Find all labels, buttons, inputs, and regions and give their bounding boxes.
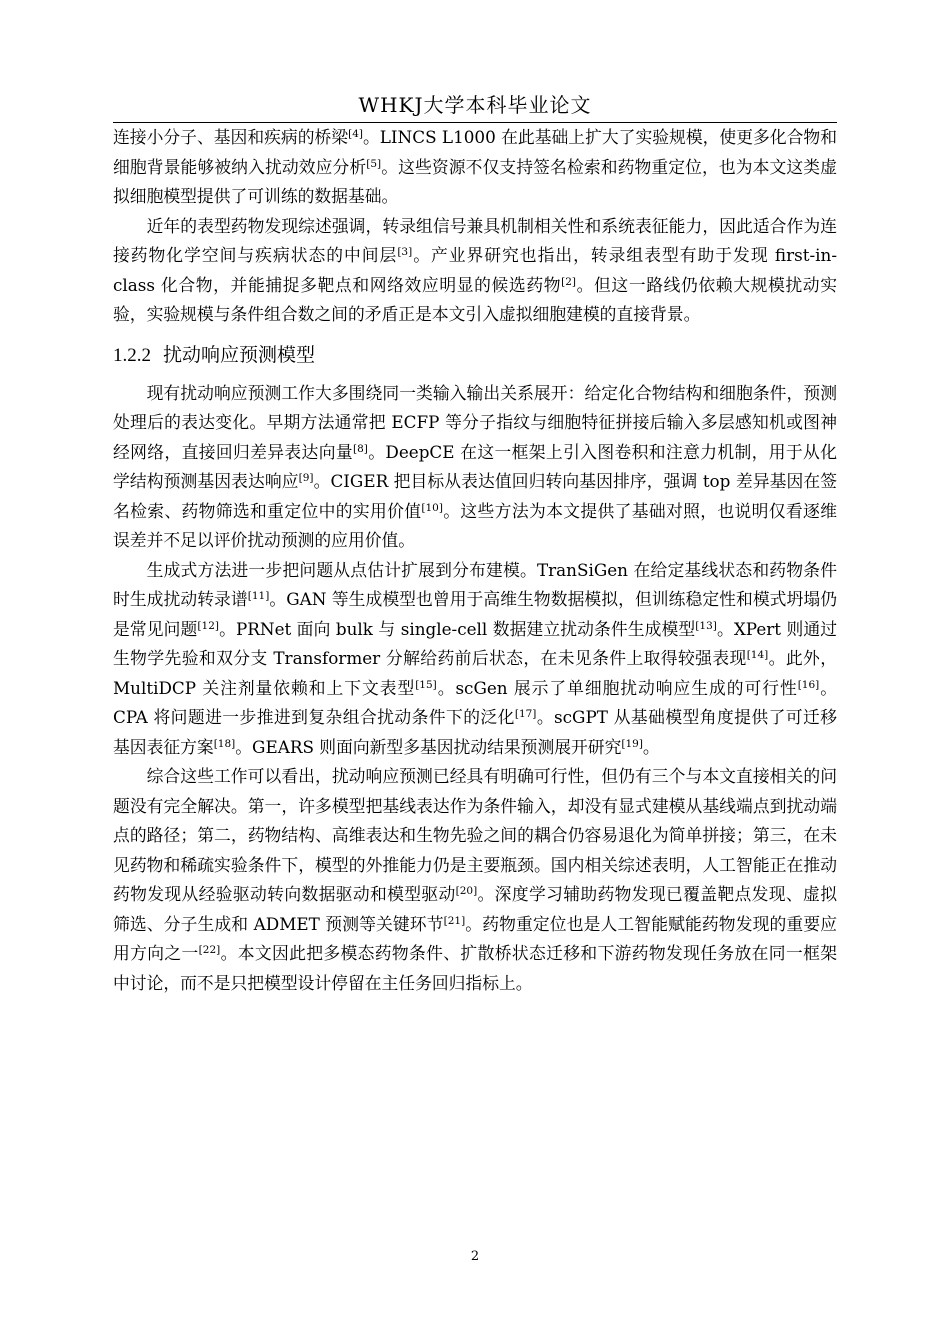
text-run: 现有扰动响应预测工作大多围绕同一类输入输出关系展开：给定化合物结构和细胞条件，预测处理后的表达变化。早期方法通常把 ECFP 等分子指纹与细胞特征拼接后输入多层感知机或图神经网络，直接回归差异表达向量 [113,382,837,462]
paragraph [113,762,837,998]
text-run: 近年的表型药物发现综述强调，转录组信号兼具机制相关性和系统表征能力，因此适合作为连接药物化学空间与疾病状态的中间层 [113,215,837,265]
citation-ref: [4] [348,128,363,140]
text-run: 。产业界研究也指出，转录组表型有助于发现 first-in-class 化合物，并能捕捉多靶点和网络效应明显的候选药物 [113,245,837,295]
running-header: WHKJ大学本科毕业论文 [358,93,592,117]
section-title: 扰动响应预测模型 [163,343,316,366]
citation-ref: [2] [561,275,576,288]
citation-ref: [19] [621,737,643,750]
citation-ref: [18] [213,737,236,750]
citation-ref: [11] [247,590,270,602]
citation-ref: [16] [797,678,820,691]
text-run: 。PRNet 面向 bulk 与 single-cell 数据建立扰动条件生成模型 [218,618,696,639]
text-run: 。深度学习辅助药物发现已覆盖靶点发现、虚拟筛选、分子生成和 ADMET 预测等关键环节 [113,884,837,934]
text-run: 。但这一路线仍依赖大规模扰动实验，实验规模与条件组合数之间的矛盾正是本文引入虚拟细胞建模的直接背景。 [113,274,837,324]
citation-ref: [17] [514,708,537,720]
paragraph-continued [113,123,837,212]
citation-ref: [20] [455,885,478,897]
citation-ref: [21] [443,914,466,927]
paragraph [113,379,837,556]
page-number: 2 [470,1249,480,1264]
text-run: 。这些资源不仅支持签名检索和药物重定位，也为本文这类虚拟细胞模型提供了可训练的数据基础。 [113,156,837,206]
text-run: 。 [642,736,660,757]
text-run: 。GAN 等生成模型也曾用于高维生物数据模拟，但训练稳定性和模式坍塌仍是常见问题 [113,589,837,639]
text-run: 。药物重定位也是人工智能赋能药物发现的重要应用方向之一 [113,913,837,963]
section-heading [113,340,837,371]
text-run: 连接小分子、基因和疾病的桥梁 [113,127,349,147]
citation-ref: [10] [421,501,443,514]
body-text [113,123,837,998]
section-number: 1.2.2 [113,344,151,366]
paragraph [113,556,837,763]
text-run: 。CPA 将问题进一步推进到复杂组合扰动条件下的泛化 [113,677,837,727]
citation-ref: [3] [397,246,413,258]
text-run: 。scGPT 从基础模型角度提供了可迁移基因表征方案 [113,707,837,757]
text-run: 生成式方法进一步把问题从点估计扩展到分布建模。TranSiGen 在给定基线状态和药物条件时生成扰动转录谱 [113,559,837,609]
citation-ref: [12] [197,619,219,632]
citation-ref: [5] [366,157,382,170]
citation-ref: [22] [198,944,221,956]
text-run: 。GEARS 则面向新型多基因扰动结果预测展开研究 [235,736,622,757]
citation-ref: [14] [746,649,769,661]
text-run: 综合这些工作可以看出，扰动响应预测已经具有明确可行性，但仍有三个与本文直接相关的问题没有完全解决。第一，许多模型把基线表达作为条件输入，却没有显式建模从基线端点到扰动端点的路径；第二，药物结构、高维表达和生物先验之间的耦合仍容易退化为简单拼接；第三，在未见药物和稀疏实验条件下，模型的外推能力仍是主要瓶颈。国内相关综述表明，人工智能正在推动药物发现从经验驱动转向数据驱动和模型驱动 [113,766,837,904]
citation-ref: [15] [415,678,437,691]
text-run: 。LINCS L1000 在此基础上扩大了实验规模，使更多化合物和细胞背景能够被纳入扰动效应分析 [113,127,837,177]
text-run: 。本文因此把多模态药物条件、扩散桥状态迁移和下游药物发现任务放在同一框架中讨论，而不是只把模型设计停留在主任务回归指标上。 [113,943,837,993]
citation-ref: [9] [298,472,314,484]
citation-ref: [8] [353,442,368,455]
paragraph [113,212,837,330]
text-run: 。scGen 展示了单细胞扰动响应生成的可行性 [436,677,798,698]
text-run: 。此外，MultiDCP 关注剂量依赖和上下文表型 [113,648,837,698]
text-run: 。这些方法为本文提供了基础对照，也说明仅看逐维误差并不足以评价扰动预测的应用价值。 [113,500,837,550]
citation-ref: [13] [695,619,717,632]
text-run: 。CIGER 把目标从表达值回归转向基因排序，强调 top 差异基因在签名检索、药物筛选和重定位中的实用价值 [113,471,837,521]
text-run: 。XPert 则通过生物学先验和双分支 Transformer 分解给药前后状态，在未见条件上取得较强表现 [113,618,837,668]
text-run: 。DeepCE 在这一框架上引入图卷积和注意力机制，用于从化学结构预测基因表达响应 [113,441,837,491]
